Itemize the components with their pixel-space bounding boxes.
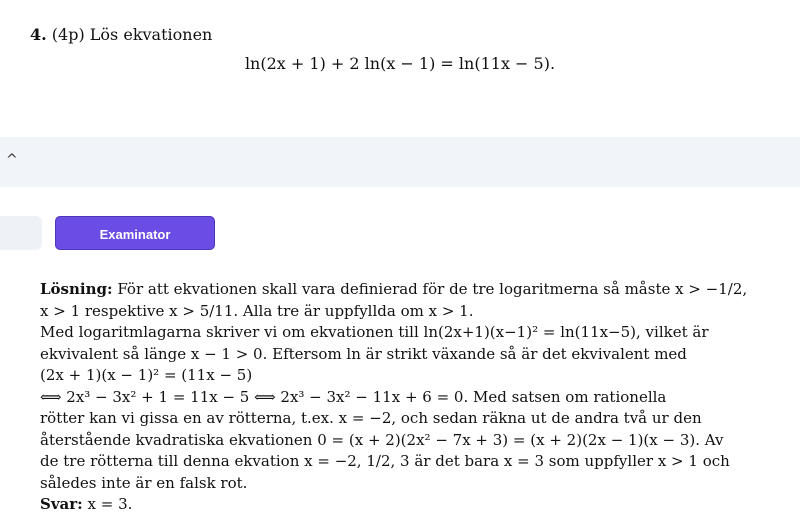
problem-equation: ln(2x + 1) + 2 ln(x − 1) = ln(11x − 5). (244, 54, 556, 73)
solution-line-9: de tre rötterna till denna ekvation x = −2, 1/2, 3 är det bara x = 3 som uppfyller x > 1 och (40, 452, 730, 470)
problem-number: 4. (30, 25, 47, 44)
solution-line-2: x > 1 respektive x > 5/11. Alla tre är uppfyllda om x > 1. (40, 301, 474, 320)
problem-header (30, 24, 212, 46)
problem-prompt: (4p) Lös ekvationen (51, 25, 213, 44)
solution-line-6: ⟺ 2x³ − 3x² + 1 = 11x − 5 ⟺ 2x³ − 3x² − 11x + 6 = 0. Med satsen om rationella (40, 387, 667, 406)
solution-line-10: således inte är en falsk rot. (40, 473, 248, 492)
collapse-bar[interactable] (0, 137, 800, 187)
solution-line-4: ekvivalent så länge x − 1 > 0. Eftersom ln är strikt växande så är det ekvivalent med (40, 344, 687, 363)
solution-line-8: återstående kvadratiska ekvationen 0 = (x + 2)(2x² − 7x + 3) = (x + 2)(2x − 1)(x − 3). Av (40, 430, 724, 449)
left-tab-placeholder (0, 216, 42, 250)
solution-line-3: Med logaritmlagarna skriver vi om ekvationen till ln(2x+1)(x−1)² = ln(11x−5), vilket är (40, 323, 709, 341)
solution-line-7: rötter kan vi gissa en av rötterna, t.ex. x = −2, och sedan räkna ut de andra två ur den (40, 409, 702, 427)
solution-block (40, 279, 770, 516)
solution-line-5: (2x + 1)(x − 1)² = (11x − 5) (40, 366, 253, 384)
solution-answer (40, 494, 770, 516)
answer-label: Svar: (40, 495, 83, 513)
answer-value: x = 3. (87, 495, 133, 513)
chevron-up-icon[interactable]: ^ (6, 152, 18, 168)
solution-heading: Lösning: (40, 280, 113, 298)
solution-line-1: Lösning: För att ekvationen skall vara definierad för de tre logaritmerna så måste x > −1/2, (40, 280, 748, 298)
examiner-button[interactable]: Examinator (55, 216, 215, 250)
